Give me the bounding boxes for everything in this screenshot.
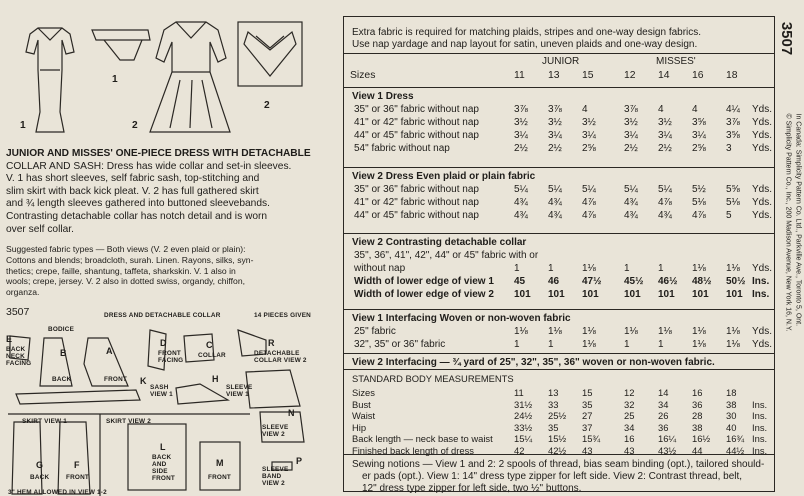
junior-label: JUNIOR — [542, 56, 580, 67]
row-value: 16¼ — [658, 433, 677, 444]
description — [6, 148, 336, 236]
row-value: 4¾ — [624, 210, 638, 221]
row-value: 15½ — [548, 433, 567, 444]
row-unit: Yds. — [752, 143, 773, 154]
section-title: View 1 Interfacing Woven or non-woven fabric — [352, 313, 571, 324]
row-value: 43½ — [658, 444, 677, 456]
piece-k-label: SASH VIEW 1 — [150, 384, 173, 398]
row-value: 24½ — [514, 410, 533, 421]
fabrics-line-4: wools; crepe, jersey. V. 2 also in dotted swiss, organdy, chiffon, — [6, 276, 245, 287]
row-value: 5¼ — [624, 184, 638, 195]
piece-r-letter: R — [268, 338, 275, 348]
row-label: 35", 36", 41", 42", 44" or 45" fabric with or — [354, 250, 539, 261]
row-unit: Yds. — [752, 184, 773, 195]
row-value: 3½ — [548, 117, 562, 128]
piece-d-label: FRONT FACING — [158, 350, 184, 364]
row-label: Sizes — [352, 387, 375, 398]
row-value: 2½ — [658, 143, 672, 154]
sash-number: 1 — [112, 74, 118, 85]
row-value: 1⅛ — [726, 339, 740, 350]
row-value: 3⅞ — [624, 104, 638, 115]
row-value: 1⅛ — [726, 263, 740, 274]
piece-r-label: DETACHABLE COLLAR VIEW 2 — [254, 350, 307, 364]
row-label: 35" or 36" fabric without nap — [354, 104, 479, 115]
row-value: 5 — [726, 210, 732, 221]
row-value: 38 — [726, 398, 737, 410]
piece-g-letter: G — [36, 460, 44, 470]
row-value: 101 — [582, 289, 599, 300]
piece-l-label: BACK AND SIDE FRONT — [152, 454, 176, 482]
row-value: 3¼ — [624, 130, 638, 141]
row-unit: Ins. — [752, 433, 768, 444]
piece-k-letter: K — [140, 376, 147, 386]
pieces-pattern-number: 3507 — [6, 306, 30, 318]
bodice-heading: BODICE — [48, 326, 75, 333]
suggested-fabrics — [6, 244, 336, 298]
row-value: 1⅛ — [692, 263, 706, 274]
pieces-heading: DRESS AND DETACHABLE COLLAR — [104, 312, 221, 319]
description-line-2: COLLAR AND SASH: Dress has wide collar and set-in sleeves. — [6, 160, 292, 172]
row-value: 16¾ — [726, 433, 745, 444]
row-unit: Yds. — [752, 326, 773, 337]
row-value: 101 — [658, 289, 675, 300]
row-value: 3¼ — [658, 130, 672, 141]
row-unit: Yds. — [752, 210, 773, 221]
row-value: 3¼ — [548, 130, 562, 141]
row-value: 3¼ — [692, 130, 706, 141]
description-line-6: Contrasting detachable collar has notch detail and is worn — [6, 210, 268, 222]
row-label: Width of lower edge of view 1 — [354, 276, 494, 287]
row-label: 25" fabric — [354, 326, 396, 337]
fabrics-line-2: Cottons and blends; broadcloth, surah. Linen. Rayons, silks, syn- — [6, 254, 254, 265]
row-value: 28 — [692, 410, 703, 421]
row-label: Waist — [352, 410, 376, 421]
piece-c-letter: C — [206, 340, 213, 350]
row-value: 34 — [658, 398, 669, 410]
row-label: 44" or 45" fabric without nap — [354, 210, 479, 221]
chart-row — [344, 399, 774, 411]
row-value: 5¼ — [582, 184, 596, 195]
row-value: 30 — [726, 410, 737, 421]
row-value: 32 — [624, 398, 635, 410]
row-label: without nap — [354, 263, 406, 274]
size-header: 15 — [582, 70, 594, 81]
divider-notions — [344, 454, 774, 455]
chart-row — [344, 184, 774, 196]
row-value: 101 — [726, 289, 743, 300]
chart-row — [344, 104, 774, 116]
sash-sketch — [92, 30, 150, 60]
row-value: 1⅛ — [582, 263, 596, 274]
chart-row — [344, 117, 774, 129]
row-value: 44 — [692, 444, 703, 456]
divider-1 — [344, 53, 774, 54]
row-label: Back length — neck base to waist — [352, 433, 493, 444]
row-value: 5¼ — [548, 184, 562, 195]
section-divider — [344, 87, 774, 88]
row-value: 4 — [582, 104, 588, 115]
row-value: 26 — [658, 410, 669, 421]
row-value: 5⅛ — [692, 197, 706, 208]
row-value: 14 — [658, 387, 669, 398]
piece-f-label: FRONT — [66, 474, 90, 481]
measure-divider — [344, 369, 774, 370]
row-unit: Yds. — [752, 104, 773, 115]
side-strip — [780, 0, 804, 496]
row-value: 3⅞ — [548, 104, 562, 115]
row-value: 3⅞ — [726, 117, 740, 128]
piece-h-letter: H — [212, 374, 219, 384]
row-value: 15 — [582, 387, 593, 398]
chart-row — [344, 263, 774, 275]
row-label: 44" or 45" fabric without nap — [354, 130, 479, 141]
skirt-view2-heading: SKIRT VIEW 2 — [106, 418, 152, 425]
row-value: 2½ — [624, 143, 638, 154]
row-value: 44½ — [726, 444, 745, 456]
piece-n-letter: N — [288, 408, 295, 418]
row-value: 4⅞ — [692, 210, 706, 221]
row-unit: Ins. — [752, 410, 768, 421]
row-label: 32", 35" or 36" fabric — [354, 339, 446, 350]
row-value: 35 — [548, 421, 559, 433]
row-value: 37 — [582, 421, 593, 433]
row-value: 33 — [548, 398, 559, 410]
row-value: 1⅛ — [582, 339, 596, 350]
row-value: 4⅞ — [658, 197, 672, 208]
piece-n-label: SLEEVE VIEW 2 — [262, 424, 289, 438]
row-value: 38 — [692, 421, 703, 433]
row-value: 1 — [624, 263, 630, 274]
row-value: 4¼ — [726, 104, 740, 115]
sizes-row — [344, 70, 774, 82]
piece-f-letter: F — [74, 460, 80, 470]
row-value: 4¾ — [624, 197, 638, 208]
row-label: Finished back length of dress — [352, 444, 474, 456]
row-value: 3½ — [514, 117, 528, 128]
row-value: 2½ — [548, 143, 562, 154]
chart-note-1: Extra fabric is required for matching plaids, stripes and one-way design fabrics. — [352, 27, 702, 38]
fabrics-line-3: thetics; crepe, faille, shantung, taffeta, sharkskin. V. 1 also in — [6, 265, 236, 276]
description-line-1: JUNIOR AND MISSES' ONE-PIECE DRESS WITH DETACHABLE — [6, 148, 311, 159]
row-value: 45 — [514, 276, 526, 287]
row-unit: Ins. — [752, 444, 768, 456]
misses-label: MISSES' — [656, 56, 696, 67]
size-header: 14 — [658, 70, 670, 81]
row-unit: Ins. — [752, 289, 770, 300]
piece-c-label: COLLAR — [198, 352, 226, 359]
piece-g-shape — [12, 422, 42, 494]
row-value: 3½ — [658, 117, 672, 128]
piece-p-label: SLEEVE BAND VIEW 2 — [262, 466, 289, 487]
chart-row — [344, 339, 774, 351]
row-value: 16 — [624, 433, 635, 444]
row-value: 1 — [548, 339, 554, 350]
piece-d-letter: D — [160, 338, 167, 348]
row-value: 2½ — [514, 143, 528, 154]
row-value: 1⅛ — [514, 326, 528, 337]
row-value: 1⅛ — [726, 326, 740, 337]
chart-row — [344, 387, 774, 399]
side-pattern-number: 3507 — [778, 21, 796, 56]
view-sketches — [0, 0, 340, 145]
row-unit: Ins. — [752, 398, 768, 410]
row-value: 5⅛ — [726, 197, 740, 208]
row-value: 16 — [692, 387, 703, 398]
row-value: 27 — [582, 410, 593, 421]
piece-b-label: BACK — [52, 376, 72, 383]
piece-k-shape — [16, 390, 140, 404]
row-label: Bust — [352, 398, 371, 410]
row-value: 2⅝ — [692, 143, 706, 154]
row-value: 3⅝ — [692, 117, 706, 128]
description-line-3: V. 1 has short sleeves, self fabric sash, top-stitching and — [6, 173, 260, 185]
chart-row — [344, 210, 774, 222]
row-value: 31½ — [514, 398, 533, 410]
row-label: Width of lower edge of view 2 — [354, 289, 494, 300]
chart-row — [344, 410, 774, 422]
row-value: 16½ — [692, 433, 711, 444]
collar-number: 2 — [264, 100, 270, 111]
left-panel — [0, 0, 340, 496]
row-value: 1⅛ — [658, 326, 672, 337]
row-value: 35 — [582, 398, 593, 410]
sizes-label: Sizes — [350, 70, 376, 81]
row-value: 25 — [624, 410, 635, 421]
row-unit: Yds. — [752, 130, 773, 141]
side-copyright-2: In Canada: Simplicity Pattern Co. Ltd., Parkville Ave., Toronto 5, Ont. — [794, 113, 802, 327]
row-value: 1 — [624, 339, 630, 350]
row-label: 41" or 42" fabric without nap — [354, 197, 479, 208]
row-value: 3½ — [624, 117, 638, 128]
notions-line-1: Sewing notions — View 1 and 2: 2 spools of thread, bias seam binding (opt.), tailored should- — [352, 459, 765, 470]
row-value: 46½ — [658, 276, 678, 287]
piece-p-letter: P — [296, 456, 303, 466]
piece-e-letter: E — [6, 334, 13, 344]
row-label: Hip — [352, 421, 367, 433]
chart-row — [344, 130, 774, 142]
row-value: 4⅞ — [582, 197, 596, 208]
row-value: 45½ — [624, 276, 644, 287]
piece-m-letter: M — [216, 458, 224, 468]
chart-row — [344, 250, 774, 262]
section-divider — [344, 233, 774, 234]
row-value: 47½ — [582, 276, 602, 287]
chart-row — [344, 197, 774, 209]
view1-dress-sketch — [26, 28, 74, 132]
row-value: 43 — [624, 444, 635, 456]
chart-row — [344, 433, 774, 445]
row-value: 101 — [692, 289, 709, 300]
row-value: 43 — [582, 444, 593, 456]
measure-title: STANDARD BODY MEASUREMENTS — [352, 373, 514, 384]
chart-row — [344, 143, 774, 155]
row-value: 18 — [726, 387, 737, 398]
row-value: 2⅝ — [582, 143, 596, 154]
chart-note-2: Use nap yardage and nap layout for satin, uneven plaids and one-way design. — [352, 39, 698, 50]
chart-row — [344, 326, 774, 338]
row-value: 15¼ — [514, 433, 533, 444]
fabrics-line-5: organza. — [6, 287, 40, 298]
piece-e-label: BACK NECK FACING — [6, 346, 32, 367]
row-value: 4¾ — [514, 197, 528, 208]
chart-row — [344, 289, 774, 301]
notions-line-3: 12" dress type zipper for left side, two ½" buttons. — [362, 483, 582, 494]
size-group-labels — [344, 56, 774, 68]
piece-b-letter: B — [60, 348, 67, 358]
row-value: 36 — [658, 421, 669, 433]
section-title: View 2 Interfacing — ¾ yard of 25", 32", 35", 36" woven or non-woven fabric. — [352, 357, 715, 368]
piece-h-label: SLEEVE VIEW 1 — [226, 384, 253, 398]
row-value: 101 — [548, 289, 565, 300]
view2-number: 2 — [132, 120, 138, 131]
row-value: 1 — [514, 339, 520, 350]
row-unit: Ins. — [752, 421, 768, 433]
row-value: 5¼ — [658, 184, 672, 195]
piece-a-letter: A — [106, 346, 113, 356]
row-value: 1⅛ — [582, 326, 596, 337]
row-value: 3½ — [582, 117, 596, 128]
row-value: 4⅞ — [582, 210, 596, 221]
row-unit: Yds. — [752, 339, 773, 350]
row-label: 35" or 36" fabric without nap — [354, 184, 479, 195]
row-label: 54" fabric without nap — [354, 143, 450, 154]
row-value: 33½ — [514, 421, 533, 433]
row-value: 1⅛ — [548, 326, 562, 337]
view2-dress-sketch — [150, 22, 230, 132]
row-value: 3⅞ — [514, 104, 528, 115]
section-divider — [344, 167, 774, 168]
piece-m-label: FRONT — [208, 474, 232, 481]
yardage-chart — [343, 16, 775, 492]
row-unit: Ins. — [752, 276, 770, 287]
piece-g-label: BACK — [30, 474, 50, 481]
row-value: 4 — [658, 104, 664, 115]
row-value: 48½ — [692, 276, 712, 287]
description-line-4: slim skirt with back kick pleat. V. 2 has full gathered skirt — [6, 185, 259, 197]
description-line-5: and ¾ length sleeves gathered into buttoned sleevebands. — [6, 198, 270, 210]
section-title: View 2 Dress Even plaid or plain fabric — [352, 171, 536, 182]
row-value: 42 — [514, 444, 525, 456]
view1-number: 1 — [20, 120, 26, 131]
row-value: 42½ — [548, 444, 567, 456]
row-value: 1 — [514, 263, 520, 274]
row-value: 101 — [514, 289, 531, 300]
row-value: 1 — [658, 339, 664, 350]
row-value: 5⅝ — [726, 184, 740, 195]
section-title: View 2 Contrasting detachable collar — [352, 237, 527, 248]
row-label: 41" or 42" fabric without nap — [354, 117, 479, 128]
row-value: 1⅛ — [624, 326, 638, 337]
row-value: 4¾ — [548, 197, 562, 208]
row-value: 50½ — [726, 276, 746, 287]
side-copyright-1: © Simplicity Pattern Co., Inc., 200 Madison Avenue, New York 16, N.Y. — [784, 113, 792, 332]
piece-f-shape — [58, 422, 90, 494]
row-value: 4¾ — [514, 210, 528, 221]
row-value: 5½ — [692, 184, 706, 195]
row-value: 4¾ — [548, 210, 562, 221]
row-value: 1 — [548, 263, 554, 274]
row-value: 12 — [624, 387, 635, 398]
row-unit: Yds. — [752, 197, 773, 208]
skirt-view1-heading: SKIRT VIEW 1 — [22, 418, 68, 425]
piece-a-label: FRONT — [104, 376, 128, 383]
size-header: 12 — [624, 70, 636, 81]
size-header: 16 — [692, 70, 704, 81]
row-value: 3¼ — [514, 130, 528, 141]
piece-l-letter: L — [160, 442, 166, 452]
row-value: 40 — [726, 421, 737, 433]
row-value: 3 — [726, 143, 732, 154]
row-value: 34 — [624, 421, 635, 433]
piece-h-shape — [176, 384, 228, 404]
detachable-collar-sketch — [244, 32, 296, 76]
row-value: 4¾ — [658, 210, 672, 221]
size-header: 11 — [514, 70, 525, 81]
row-value: 1⅛ — [692, 339, 706, 350]
description-line-7: over self collar. — [6, 223, 74, 235]
row-value: 46 — [548, 276, 560, 287]
chart-row — [344, 422, 774, 434]
row-value: 36 — [692, 398, 703, 410]
row-value: 4 — [692, 104, 698, 115]
row-unit: Yds. — [752, 117, 773, 128]
row-value: 1⅛ — [692, 326, 706, 337]
size-header: 13 — [548, 70, 560, 81]
row-value: 5¼ — [514, 184, 528, 195]
row-value: 101 — [624, 289, 641, 300]
size-header: 18 — [726, 70, 738, 81]
fabrics-line-1: Suggested fabric types — Both views (V. 2 even plaid or plain): — [6, 244, 246, 254]
row-value: 15¾ — [582, 433, 601, 444]
row-value: 1 — [658, 263, 664, 274]
row-value: 3⅝ — [726, 130, 740, 141]
chart-row — [344, 276, 774, 288]
notions-line-2: er pads (opt.). View 1: 14" dress type zipper for left side. View 2: Contrast thread, belt, — [362, 471, 743, 482]
row-value: 11 — [514, 387, 524, 398]
section-divider — [344, 353, 774, 354]
section-title: View 1 Dress — [352, 91, 414, 102]
pieces-given: 14 PIECES GIVEN — [254, 312, 311, 319]
hem-note: 3" HEM ALLOWED IN VIEW 1-2 — [8, 489, 107, 496]
row-value: 13 — [548, 387, 559, 398]
row-unit: Yds. — [752, 263, 773, 274]
row-value: 3¼ — [582, 130, 596, 141]
row-value: 25½ — [548, 410, 567, 421]
section-divider — [344, 309, 774, 310]
